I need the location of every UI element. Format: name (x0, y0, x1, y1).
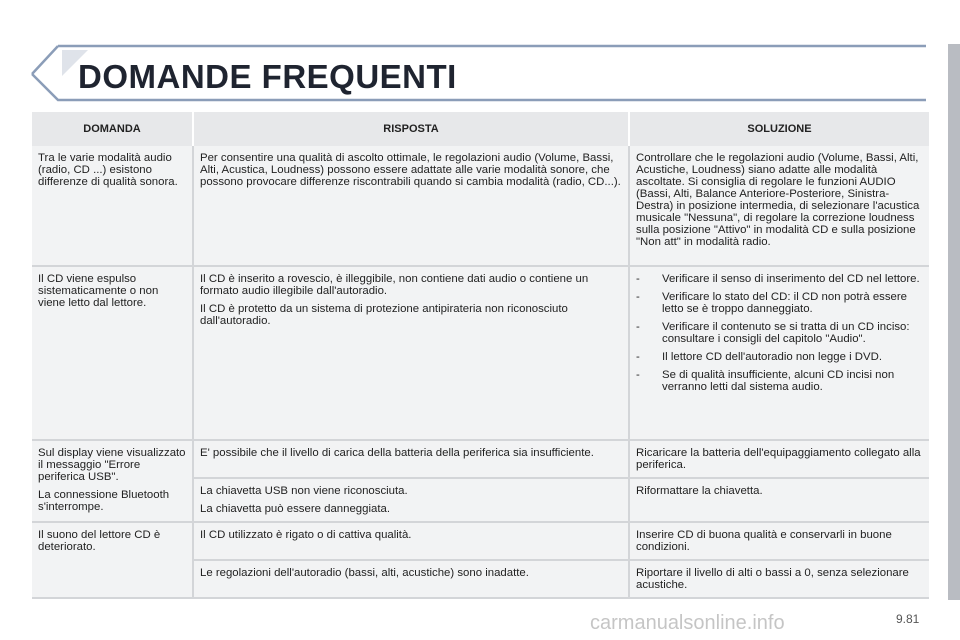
cell-text: Riformattare la chiavetta. (636, 485, 763, 497)
solution-cell (629, 478, 929, 522)
question-cell (32, 522, 193, 598)
answer-cell (193, 440, 629, 478)
solution-cell (629, 146, 929, 266)
question-cell (32, 440, 193, 522)
list-item: - Verificare lo stato del CD: il CD non potrà essere letto se è troppo danneggiato. (636, 291, 908, 315)
list-item-text: Se di qualità insufficiente, alcuni CD incisi non verranno letti dal sistema audio. (662, 369, 895, 393)
table-header-row (32, 112, 929, 146)
faq-table (32, 112, 929, 599)
table-row (32, 440, 929, 478)
column-header-risposta: RISPOSTA (193, 112, 629, 146)
list-item-text: Il lettore CD dell'autoradio non legge i DVD. (662, 351, 882, 363)
side-bar (948, 44, 960, 600)
cell-text: Inserire CD di buona qualità e conservarli in buone condizioni. (636, 529, 892, 553)
solution-list (636, 273, 923, 393)
cell-text: Le regolazioni dell'autoradio (bassi, alti, acustiche) sono inadatte. (200, 567, 529, 579)
answer-cell (193, 266, 629, 440)
list-item-text: Verificare il contenuto se si tratta di un CD inciso: consultare i consigli del capitolo "Audio". (662, 321, 910, 345)
cell-text: Il CD utilizzato è rigato o di cattiva qualità. (200, 529, 412, 541)
answer-cell (193, 146, 629, 266)
answer-cell (193, 560, 629, 598)
cell-text: Sul display viene visualizzato il messaggio "Errore periferica USB". (38, 447, 186, 483)
cell-text: Il CD viene espulso sistematicamente o non viene letto dal lettore. (38, 273, 159, 309)
watermark: carmanualsonline.info (590, 612, 785, 634)
solution-cell (629, 440, 929, 478)
cell-text: Riportare il livello di alti o bassi a 0, senza selezionare acustiche. (636, 567, 909, 591)
cell-text: Il CD è inserito a rovescio, è illeggibile, non contiene dati audio o contiene un formato audio illegibile dall'autoradio. (200, 273, 589, 297)
list-item: - Verificare il contenuto se si tratta di un CD inciso: consultare i consigli del capitolo "Audio". (636, 321, 910, 345)
list-item-text: Verificare il senso di inserimento del CD nel lettore. (662, 273, 920, 285)
question-cell (32, 266, 193, 440)
page-title: DOMANDE FREQUENTI (78, 58, 457, 95)
answer-cell (193, 522, 629, 560)
solution-cell (629, 522, 929, 560)
cell-text: Tra le varie modalità audio (radio, CD ...) esistono differenze di qualità sonora. (38, 152, 178, 188)
cell-text: E' possibile che il livello di carica della batteria della periferica sia insufficiente. (200, 447, 594, 459)
table-row (32, 146, 929, 266)
cell-text: Il suono del lettore CD è deteriorato. (38, 529, 161, 553)
table-row (32, 522, 929, 560)
list-item: - Se di qualità insufficiente, alcuni CD incisi non verranno letti dal sistema audio. (636, 369, 895, 393)
answer-cell (193, 478, 629, 522)
column-header-domanda: DOMANDA (32, 112, 193, 146)
cell-text: La chiavetta può essere danneggiata. (200, 503, 390, 515)
cell-text: Controllare che le regolazioni audio (Volume, Bassi, Alti, Acustiche, Loudness) siano adatte alle modalità ascoltate. Si consiglia di regolare le funzioni AUDIO (Bassi, Alti, Balance Anteriore-Posteriore, Sinistra-Destra) in posizione intermedia, di selezionare l'acustica musicale "Nessuna", di regolare la correzione loudness sulla posizione "Attivo" in modalità CD e sulla posizione "Non att" in modalità radio. (636, 152, 920, 248)
question-cell (32, 146, 193, 266)
cell-text: La connessione Bluetooth s'interrompe. (38, 489, 170, 513)
list-item-text: Verificare lo stato del CD: il CD non potrà essere letto se è troppo danneggiato. (662, 291, 908, 315)
cell-text: La chiavetta USB non viene riconosciuta. (200, 485, 408, 497)
cell-text: Per consentire una qualità di ascolto ottimale, le regolazioni audio (Volume, Bassi, Alti, Acustica, Loudness) possono essere adattate alle varie modalità sonore, che possono provocare differenze riscontrabili quando si cambia modalità (radio, CD...). (200, 152, 621, 188)
solution-cell (629, 266, 929, 440)
page-number: 9.81 (896, 612, 920, 626)
list-item: - Verificare il senso di inserimento del CD nel lettore. (636, 273, 920, 285)
cell-text: Ricaricare la batteria dell'equipaggiamento collegato alla periferica. (636, 447, 921, 471)
solution-cell (629, 560, 929, 598)
cell-text: Il CD è protetto da un sistema di protezione antipirateria non riconosciuto dall'autoradio. (200, 303, 568, 327)
column-header-soluzione: SOLUZIONE (629, 112, 929, 146)
table-row (32, 266, 929, 440)
list-item: - Il lettore CD dell'autoradio non legge i DVD. (636, 351, 882, 363)
